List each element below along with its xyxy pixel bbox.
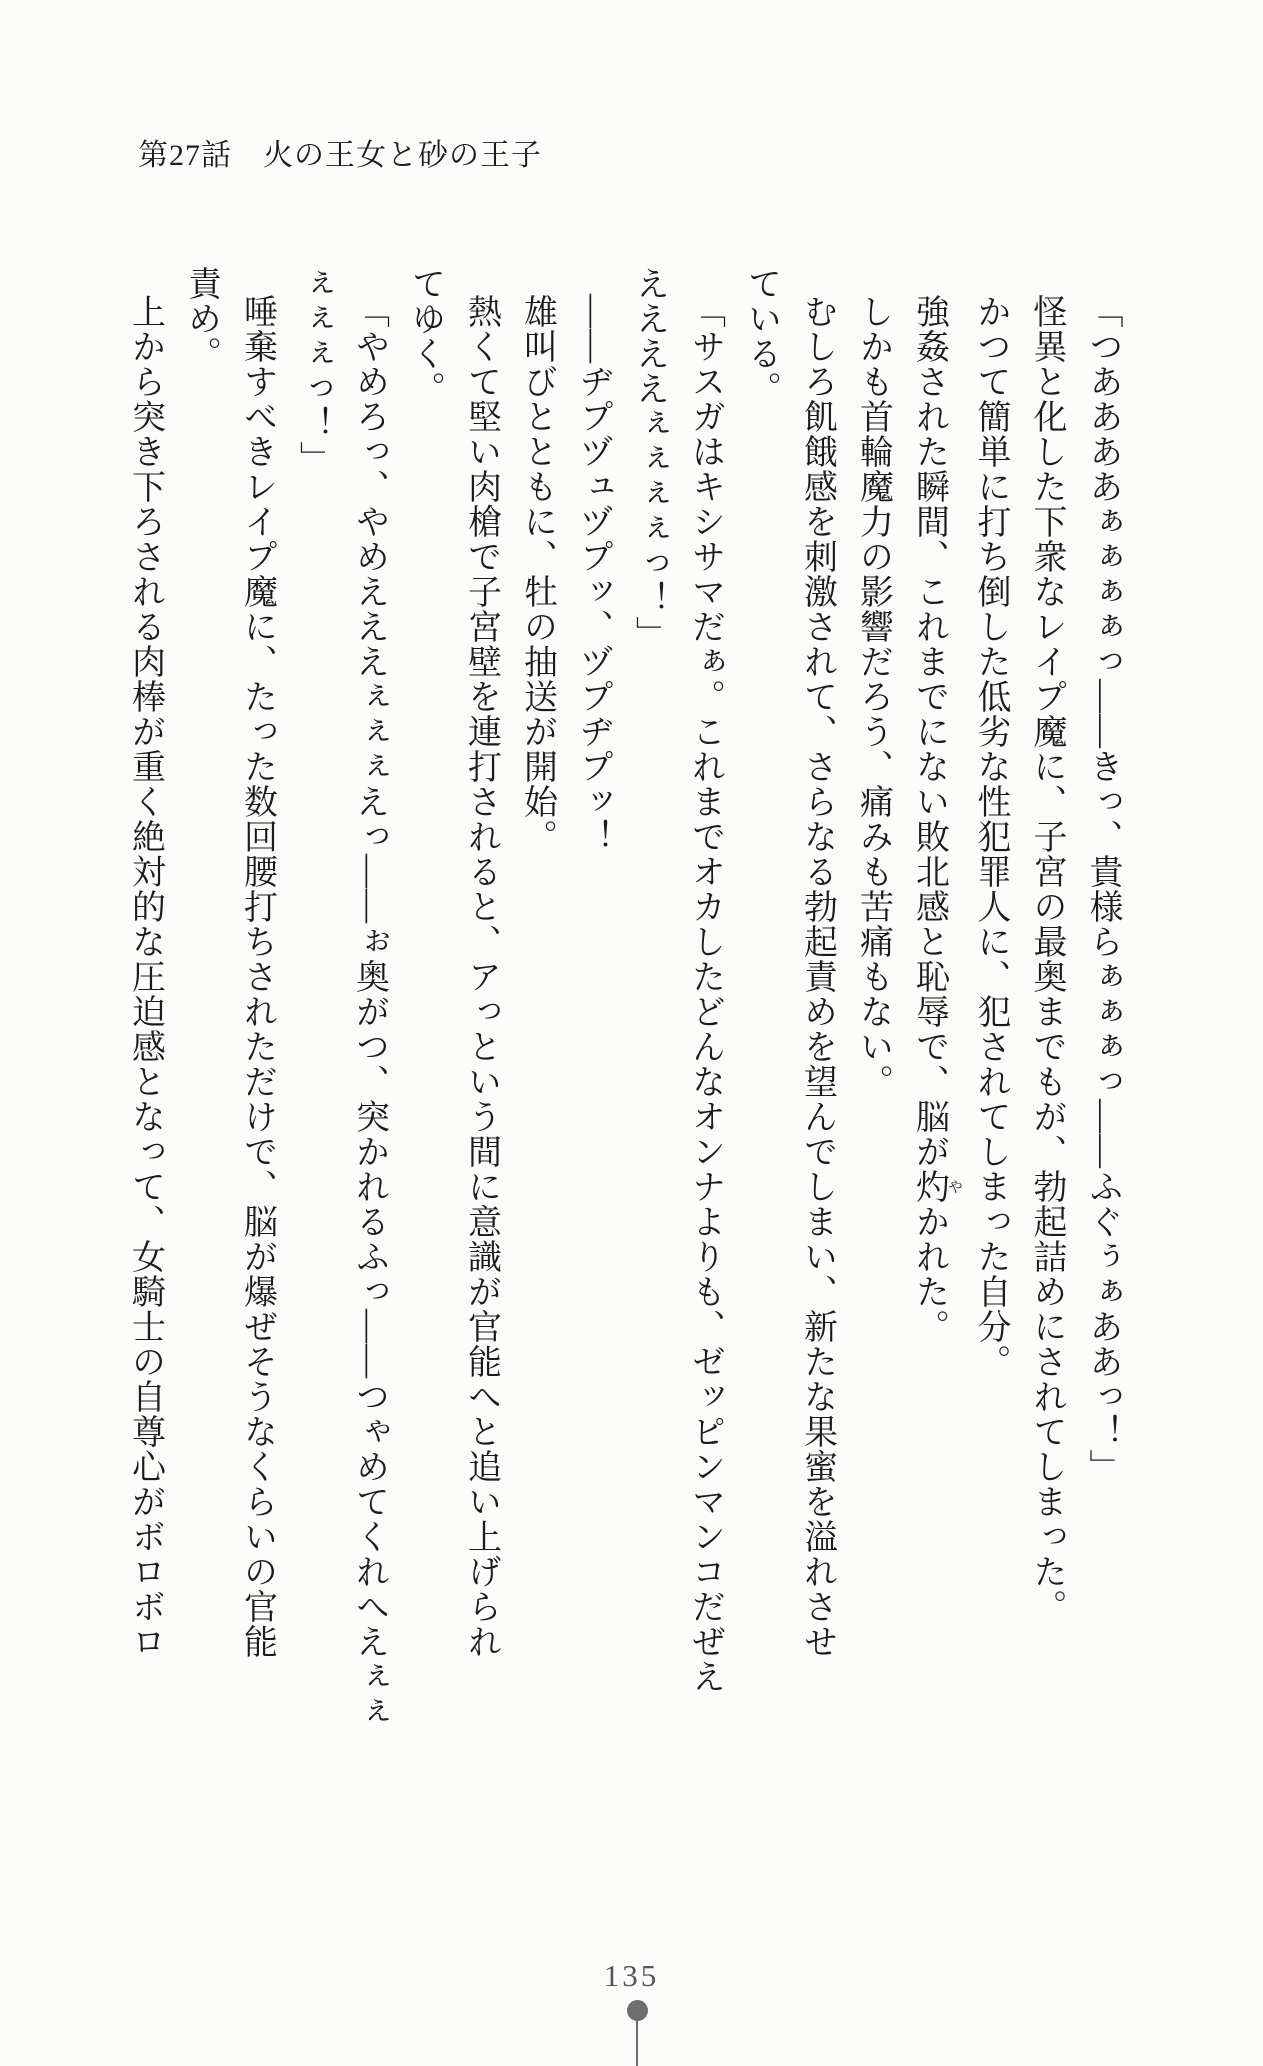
text-column-18 [117,266,173,1846]
footer-line-ornament [636,2018,638,2066]
text-run: 上から突き下ろされる肉棒が重く絶対的な圧迫感となって、女騎士の自尊心がボロボロ [126,294,164,1659]
text-column-12 [453,266,509,1846]
text-run: かれた。 [910,1204,948,1344]
text-run: 怪異と化した下衆なレイプ魔に、子宮の最奥までもが、勃起詰めにされてしまった。 [1028,294,1065,1624]
text-run: 「つああああぁぁぁぁっ――きっ、貴様らぁぁぁっ――ふぐぅぁああっ！」 [1084,294,1121,1484]
text-column-11 [509,266,565,1846]
chapter-header: 第27話 火の王女と砂の王子 [138,139,542,172]
text-run: ている。 [742,266,780,406]
text-column-16 [229,266,285,1846]
text-column-10 [565,266,621,1846]
text-run: しかも首輪魔力の影響だろう、痛みも苦痛もない。 [854,294,892,1099]
page-number: 135 [603,1958,660,1993]
text-column-6 [789,266,845,1846]
text-column-7 [733,266,789,1846]
text-run: ええええぇぇぇぇっ！」 [630,266,668,651]
text-run: 雄叫びとともに、牡の抽送が開始。 [518,294,556,854]
text-run: てゆく。 [406,266,444,406]
text-run: ――ヂプヅュヅプッ、ヅプヂプッ！ [574,294,612,854]
text-run: 強姦された瞬間、これまでにない敗北感と恥辱で、脳が [910,294,948,1169]
text-run: 「サスガはキシサマだぁ。これまでオカしたどんなオンナよりも、ゼッピンマンコだぜえ [686,294,724,1694]
text-run: 熱くて堅い肉槍で子宮壁を連打されると、アっという間に意識が官能へと追い上げられ [462,294,500,1659]
text-column-9 [621,266,677,1846]
text-run: むしろ飢餓感を刺激されて、さらなる勃起責めを望んでしまい、新たな果蜜を溢れさせ [798,294,836,1659]
text-column-1 [1074,266,1130,1846]
text-column-17 [173,266,229,1846]
text-column-13 [397,266,453,1846]
text-run: 唾棄すべきレイプ魔に、たった数回腰打ちされただけで、脳が爆ぜそうなくらいの官能 [238,294,276,1659]
text-column-2 [1018,266,1074,1846]
text-run: ぇぇぇっ！」 [294,266,332,476]
text-column-5 [845,266,901,1846]
text-column-15 [285,266,341,1846]
text-column-3 [962,266,1018,1846]
text-run: 責め。 [182,266,220,371]
text-column-4 [901,266,963,1846]
page-text [117,266,1131,1846]
text-column-8 [677,266,733,1846]
text-run: かつて簡単に打ち倒した低劣な性犯罪人に、犯されてしまった自分。 [972,294,1009,1379]
text-column-14 [341,266,397,1846]
ruby-annotated-kanji: 灼や [910,1169,962,1204]
text-run: 「やめろっ、やめえええぇぇぇえっ――ぉ奥がつ、突かれるふっ――つゃめてくれへえぇぇ [350,294,388,1729]
